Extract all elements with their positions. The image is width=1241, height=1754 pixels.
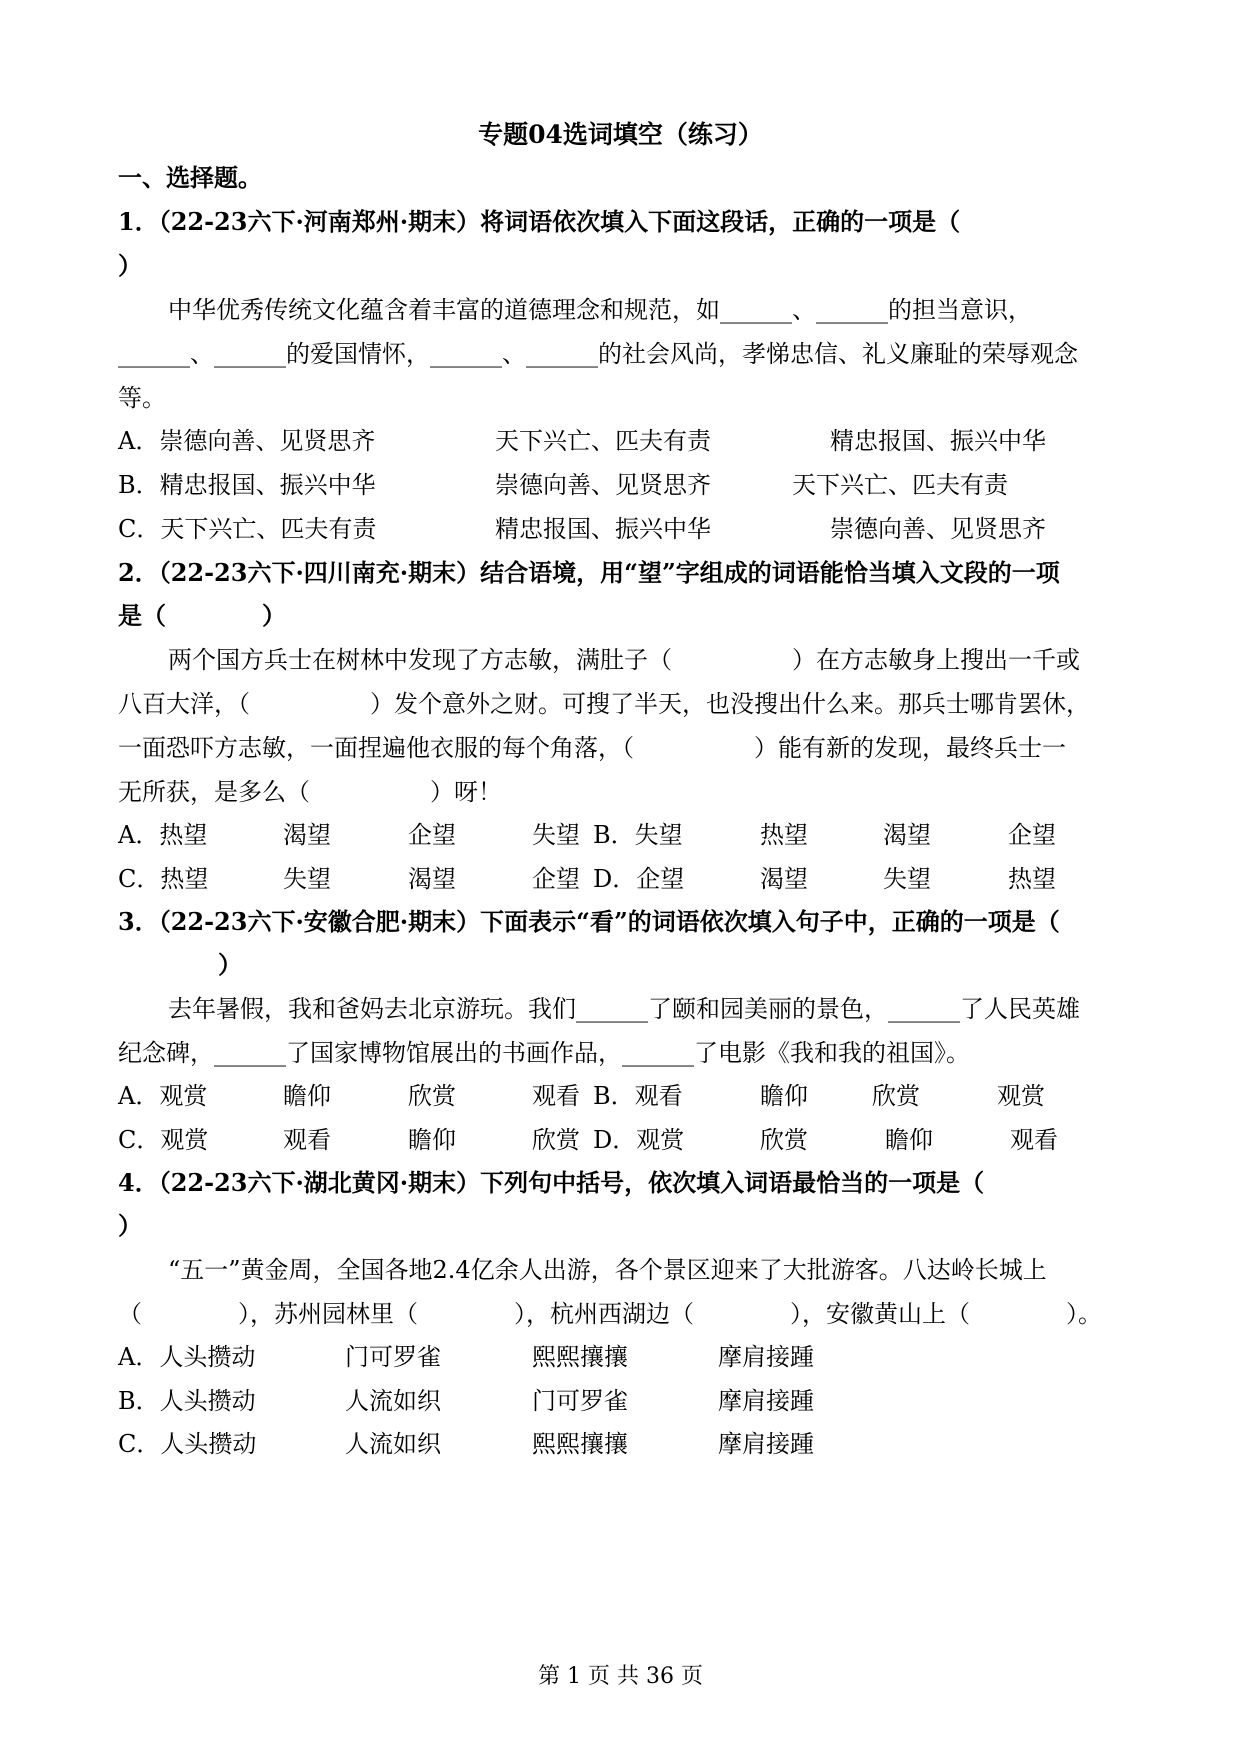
q2-opt-a-4: 失望 bbox=[532, 821, 580, 849]
q1-heading-cont: ） bbox=[118, 251, 142, 280]
q3-opt-a-2: 瞻仰 bbox=[283, 1082, 331, 1110]
q1-passage-line2: ______、______的爱国情怀，______、______的社会风尚，孝悌忠信、礼义廉耻的荣辱观念 bbox=[118, 340, 1078, 368]
q4-opt-c-4: 摩肩接踵 bbox=[718, 1430, 814, 1458]
q1-passage-line1: 中华优秀传统文化蕴含着丰富的道德理念和规范，如______、______的担当意识， bbox=[168, 296, 1032, 324]
q4-opt-b-4: 摩肩接踵 bbox=[718, 1387, 814, 1415]
q4-opt-a-1: A．人头攒动 bbox=[118, 1343, 256, 1371]
q3-opt-c-2: 观看 bbox=[283, 1126, 331, 1154]
q2-opt-d-2: 渴望 bbox=[760, 865, 808, 893]
q1-option-c-1: C．天下兴亡、匹夫有责 bbox=[118, 515, 377, 543]
q2-opt-d-4: 热望 bbox=[1008, 865, 1056, 893]
q2-heading: 2．（22-23六下·四川南充·期末）结合语境，用“望”字组成的词语能恰当填入文段的一项 bbox=[118, 558, 1060, 587]
q2-opt-c-3: 渴望 bbox=[408, 865, 456, 893]
q3-opt-d-1: D．观赏 bbox=[593, 1126, 685, 1154]
q3-opt-a-1: A．观赏 bbox=[118, 1082, 208, 1110]
q3-opt-d-3: 瞻仰 bbox=[885, 1126, 933, 1154]
q2-opt-a-1: A．热望 bbox=[118, 821, 208, 849]
q3-opt-c-4: 欣赏 bbox=[532, 1126, 580, 1154]
q1-option-a-2: 天下兴亡、匹夫有责 bbox=[495, 427, 711, 455]
q3-heading: 3．（22-23六下·安徽合肥·期末）下面表示“看”的词语依次填入句子中，正确的一项是（ bbox=[118, 907, 1060, 936]
q3-passage-line2: 纪念碑，______了国家博物馆展出的书画作品，______了电影《我和我的祖国》。 bbox=[118, 1039, 970, 1067]
q2-passage-line4: 无所获，是多么（ ）呀！ bbox=[118, 778, 502, 806]
q2-opt-d-3: 失望 bbox=[883, 865, 931, 893]
q4-opt-c-1: C．人头攒动 bbox=[118, 1430, 257, 1458]
q4-opt-a-4: 摩肩接踵 bbox=[718, 1343, 814, 1371]
q1-passage-line3: 等。 bbox=[118, 384, 166, 412]
q2-opt-c-2: 失望 bbox=[283, 865, 331, 893]
q3-opt-d-2: 欣赏 bbox=[760, 1126, 808, 1154]
q3-passage-line1: 去年暑假，我和爸妈去北京游玩。我们______了颐和园美丽的景色，______了人民英雄 bbox=[168, 995, 1080, 1023]
q3-opt-d-4: 观看 bbox=[1010, 1126, 1058, 1154]
q1-option-b-2: 崇德向善、见贤思齐 bbox=[495, 471, 711, 499]
q2-opt-a-3: 企望 bbox=[408, 821, 456, 849]
q4-opt-c-2: 人流如织 bbox=[345, 1430, 441, 1458]
q2-opt-c-4: 企望 bbox=[532, 865, 580, 893]
q1-option-b-3: 天下兴亡、匹夫有责 bbox=[792, 471, 1008, 499]
q4-opt-b-1: B．人头攒动 bbox=[118, 1387, 256, 1415]
q4-heading: 4．（22-23六下·湖北黄冈·期末）下列句中括号，依次填入词语最恰当的一项是（ bbox=[118, 1168, 985, 1197]
q2-passage-line2: 八百大洋，（ ）发个意外之财。可搜了半天，也没搜出什么来。那兵士哪肯罢休， bbox=[118, 690, 1090, 718]
q4-passage-line1: “五一”黄金周，全国各地2.4亿余人出游，各个景区迎来了大批游客。八达岭长城上 bbox=[168, 1256, 1047, 1284]
q3-opt-b-1: B．观看 bbox=[593, 1082, 683, 1110]
q2-heading-cont: 是（ ） bbox=[118, 601, 286, 630]
q1-option-b-1: B．精忠报国、振兴中华 bbox=[118, 471, 376, 499]
q4-opt-c-3: 熙熙攘攘 bbox=[532, 1430, 628, 1458]
q2-opt-b-3: 渴望 bbox=[883, 821, 931, 849]
q3-opt-a-3: 欣赏 bbox=[408, 1082, 456, 1110]
q3-opt-c-3: 瞻仰 bbox=[408, 1126, 456, 1154]
q1-option-c-2: 精忠报国、振兴中华 bbox=[495, 515, 711, 543]
q1-option-c-3: 崇德向善、见贤思齐 bbox=[830, 515, 1046, 543]
q4-opt-a-2: 门可罗雀 bbox=[345, 1343, 441, 1371]
q2-opt-b-1: B．失望 bbox=[593, 821, 683, 849]
q1-heading: 1．（22-23六下·河南郑州·期末）将词语依次填入下面这段话，正确的一项是（ bbox=[118, 207, 961, 236]
q2-passage-line1: 两个国方兵士在树林中发现了方志敏，满肚子（ ）在方志敏身上搜出一千或 bbox=[168, 646, 1080, 674]
q1-option-a-3: 精忠报国、振兴中华 bbox=[830, 427, 1046, 455]
q3-heading-cont: ） bbox=[218, 950, 242, 979]
q3-opt-b-4: 观赏 bbox=[997, 1082, 1045, 1110]
section-heading: 一、选择题。 bbox=[118, 163, 262, 192]
q2-opt-d-1: D．企望 bbox=[593, 865, 685, 893]
q2-opt-c-1: C．热望 bbox=[118, 865, 209, 893]
q4-opt-b-3: 门可罗雀 bbox=[532, 1387, 628, 1415]
page-title: 专题04选词填空（练习） bbox=[478, 120, 763, 149]
q3-opt-c-1: C．观赏 bbox=[118, 1126, 209, 1154]
q3-opt-b-3: 欣赏 bbox=[872, 1082, 920, 1110]
q1-option-a-1: A．崇德向善、见贤思齐 bbox=[118, 427, 376, 455]
q4-passage-line2: （ ），苏州园林里（ ），杭州西湖边（ ），安徽黄山上（ ）。 bbox=[118, 1300, 1102, 1328]
q2-opt-a-2: 渴望 bbox=[283, 821, 331, 849]
page-footer: 第 1 页 共 36 页 bbox=[538, 1664, 703, 1689]
q4-opt-a-3: 熙熙攘攘 bbox=[532, 1343, 628, 1371]
q3-opt-b-2: 瞻仰 bbox=[760, 1082, 808, 1110]
q2-opt-b-2: 热望 bbox=[760, 821, 808, 849]
q3-opt-a-4: 观看 bbox=[532, 1082, 580, 1110]
q2-opt-b-4: 企望 bbox=[1008, 821, 1056, 849]
q2-passage-line3: 一面恐吓方志敏，一面捏遍他衣服的每个角落，（ ）能有新的发现，最终兵士一 bbox=[118, 734, 1066, 762]
q4-heading-cont: ） bbox=[118, 1211, 142, 1240]
q4-opt-b-2: 人流如织 bbox=[345, 1387, 441, 1415]
